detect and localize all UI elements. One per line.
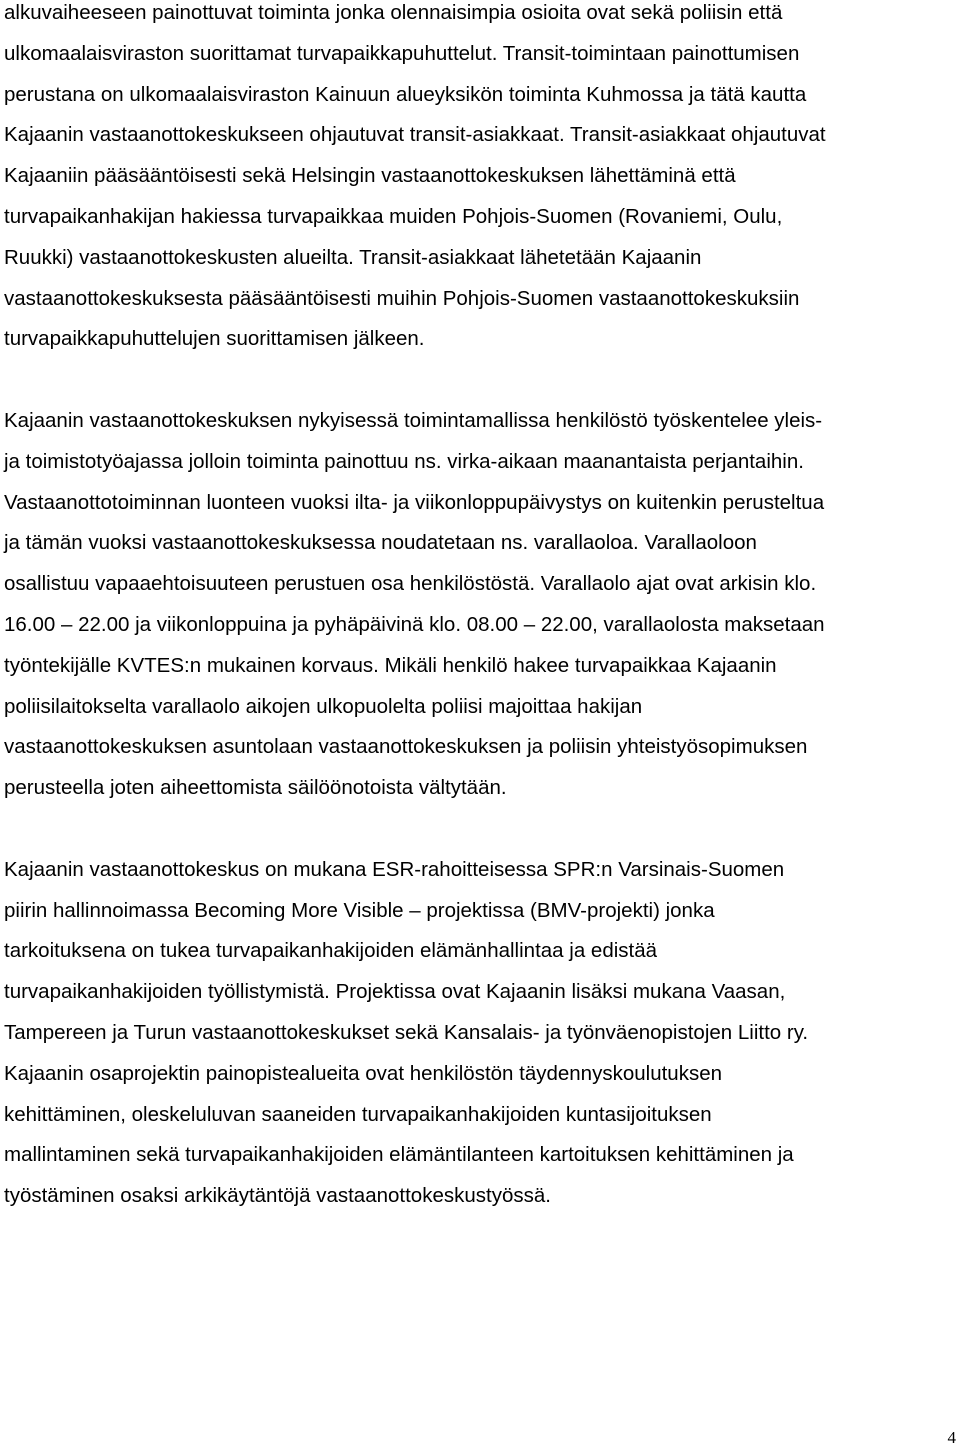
text-line: alkuvaiheeseen painottuvat toiminta jonka olennaisimpia osioita ovat sekä poliisin että xyxy=(4,1,783,24)
text-line: Kajaanin vastaanottokeskukseen ohjautuvat transit-asiakkaat. Transit-asiakkaat ohjautuvat xyxy=(4,123,826,147)
text-line: piirin hallinnoimassa Becoming More Visible – projektissa (BMV-projekti) jonka xyxy=(4,898,715,922)
text-line: Vastaanottotoiminnan luonteen vuoksi ilta- ja viikonloppupäivystys on kuitenkin perusteltua xyxy=(4,490,825,514)
text-line: Ruukki) vastaanottokeskusten alueilta. Transit-asiakkaat lähetetään Kajaanin xyxy=(4,245,702,269)
text-line: Kajaanin osaprojektin painopistealueita ovat henkilöstön täydennyskoulutuksen xyxy=(4,1061,722,1085)
text-line: työstäminen osaksi arkikäytäntöjä vastaanottokeskustyössä. xyxy=(4,1184,551,1208)
text-line: ulkomaalaisviraston suorittamat turvapaikkapuhuttelut. Transit-toimintaan painottumisen xyxy=(4,41,800,65)
text-line: turvapaikanhakijoiden työllistymistä. Projektissa ovat Kajaanin lisäksi mukana Vaasan, xyxy=(4,980,786,1004)
text-line: vastaanottokeskuksen asuntolaan vastaanottokeskuksen ja poliisin yhteistyösopimuksen xyxy=(4,735,808,759)
paragraph-operating-model xyxy=(4,401,956,809)
text-line: vastaanottokeskuksesta pääsääntöisesti muihin Pohjois-Suomen vastaanottokeskuksiin xyxy=(4,286,800,310)
text-line: ja tämän vuoksi vastaanottokeskuksessa noudatetaan ns. varallaoloa. Varallaoloon xyxy=(4,531,757,555)
paragraph-spacer xyxy=(4,360,956,401)
text-line: Kajaanin vastaanottokeskuksen nykyisessä toimintamallissa henkilöstö työskentelee yleis- xyxy=(4,408,823,432)
text-line: ja toimistotyöajassa jolloin toiminta painottuu ns. virka-aikaan maanantaista perjantaihin. xyxy=(4,449,804,473)
text-line: perusteella joten aiheettomista säilöönotoista vältytään. xyxy=(4,776,507,800)
text-line: Kajaaniin pääsääntöisesti sekä Helsingin vastaanottokeskuksen lähettäminä että xyxy=(4,164,736,188)
text-line: 16.00 – 22.00 ja viikonloppuina ja pyhäpäivinä klo. 08.00 – 22.00, varallaolosta maksetaan xyxy=(4,612,825,636)
document-page xyxy=(4,0,956,1217)
text-line: työntekijälle KVTES:n mukainen korvaus. Mikäli henkilö hakee turvapaikkaa Kajaanin xyxy=(4,653,777,677)
text-line: osallistuu vapaaehtoisuuteen perustuen osa henkilöstöstä. Varallaolo ajat ovat arkisin klo. xyxy=(4,572,817,596)
paragraph-bmv-project xyxy=(4,850,956,1217)
text-line: mallintaminen sekä turvapaikanhakijoiden elämäntilanteen kartoituksen kehittäminen ja xyxy=(4,1143,794,1167)
paragraph-spacer xyxy=(4,809,956,850)
page-number: 4 xyxy=(947,1428,956,1447)
text-line: kehittäminen, oleskeluluvan saaneiden turvapaikanhakijoiden kuntasijoituksen xyxy=(4,1102,712,1126)
paragraph-transit xyxy=(4,0,956,360)
text-line: Tampereen ja Turun vastaanottokeskukset sekä Kansalais- ja työnväenopistojen Liitto ry. xyxy=(4,1020,809,1044)
text-line: tarkoituksena on tukea turvapaikanhakijoiden elämänhallintaa ja edistää xyxy=(4,939,658,963)
text-line: perustana on ulkomaalaisviraston Kainuun alueyksikön toiminta Kuhmossa ja tätä kautta xyxy=(4,82,807,106)
text-line: poliisilaitokselta varallaolo aikojen ulkopuolelta poliisi majoittaa hakijan xyxy=(4,694,643,718)
text-line: turvapaikanhakijan hakiessa turvapaikkaa muiden Pohjois-Suomen (Rovaniemi, Oulu, xyxy=(4,204,783,228)
text-line: turvapaikkapuhuttelujen suorittamisen jälkeen. xyxy=(4,327,425,351)
text-line: Kajaanin vastaanottokeskus on mukana ESR-rahoitteisessa SPR:n Varsinais-Suomen xyxy=(4,857,785,881)
